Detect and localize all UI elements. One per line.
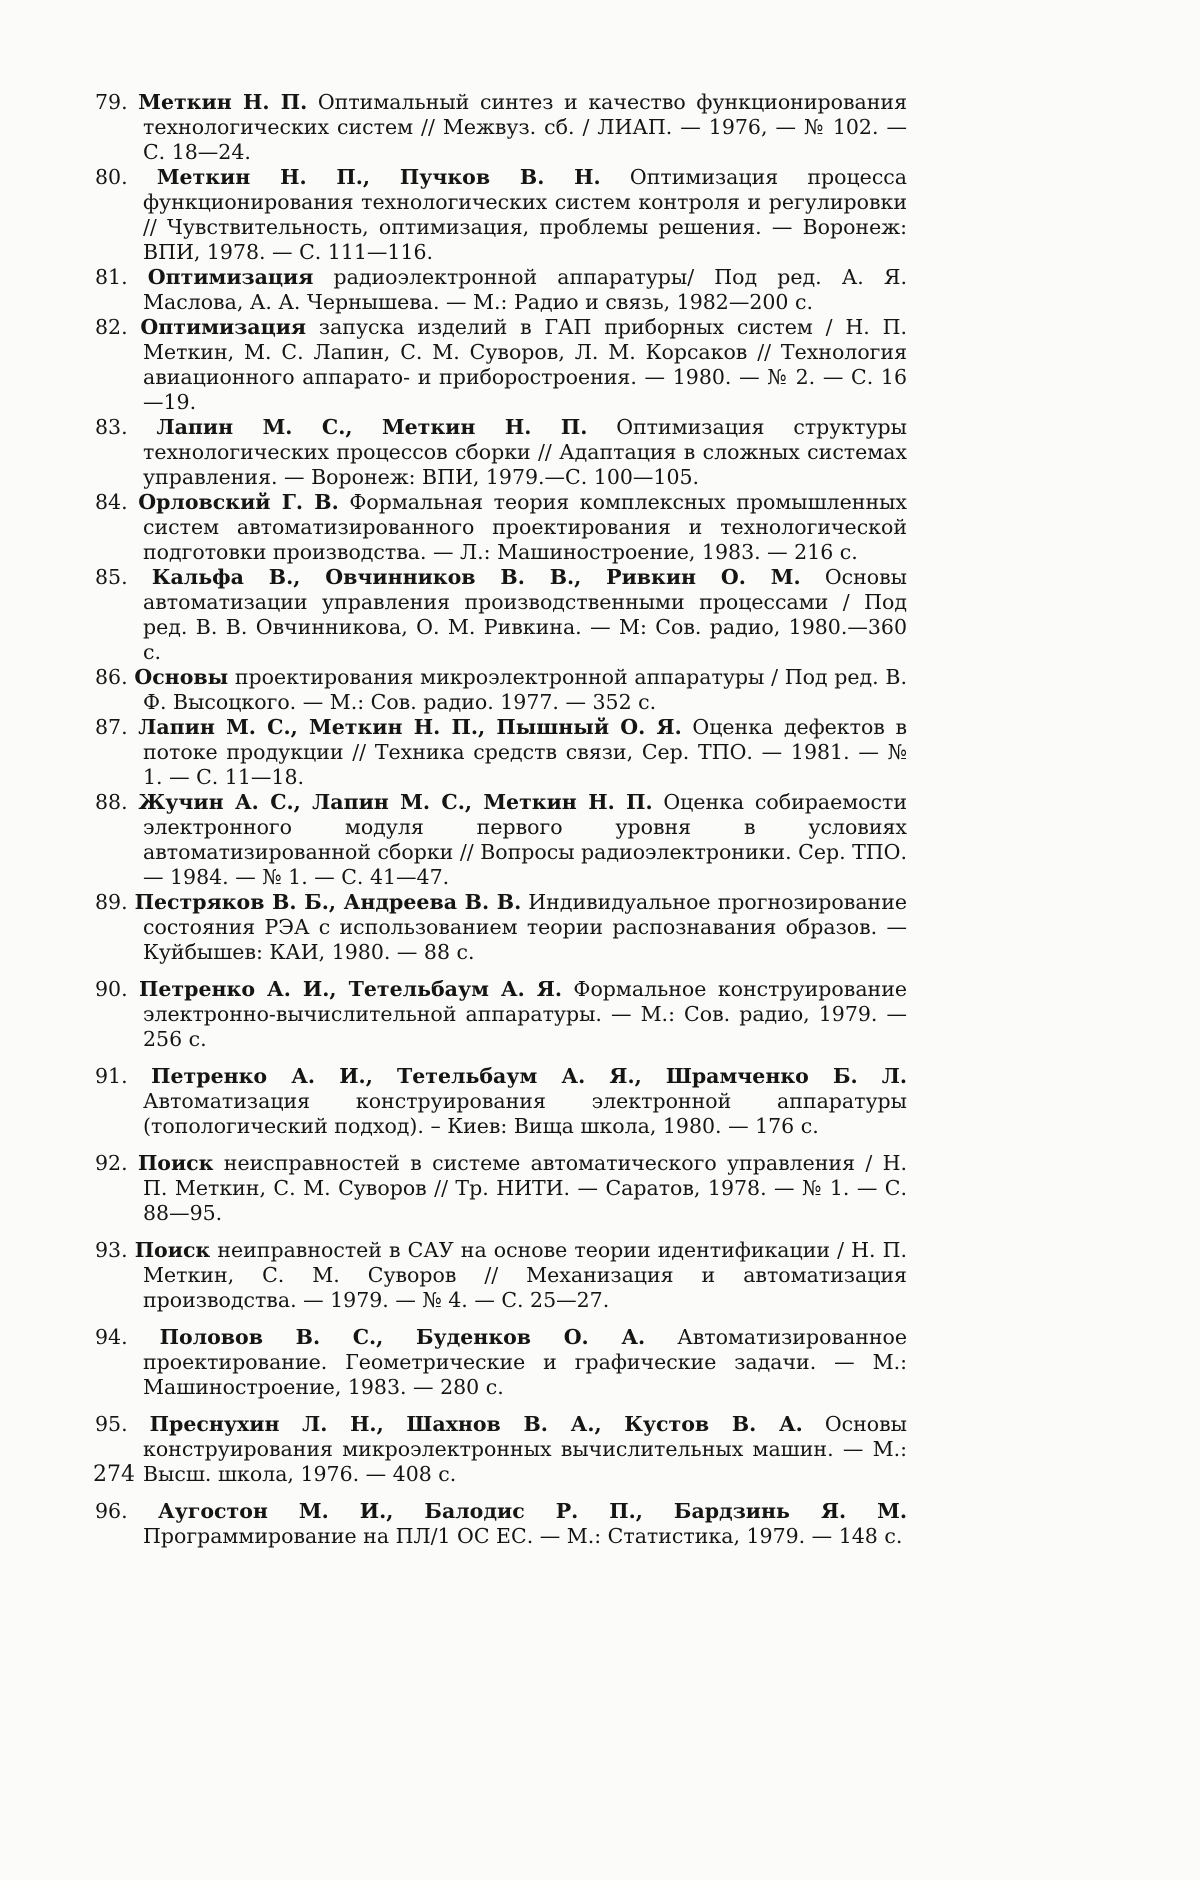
bibliography-page [95, 90, 907, 1549]
reference-authors: Лапин М. С., Меткин Н. П. [156, 415, 588, 439]
reference-entry [95, 1412, 907, 1487]
reference-entry [95, 890, 907, 965]
reference-number: 87. [95, 715, 139, 739]
reference-text: Индивидуальное прогнозирование состояния РЭА с использованием теории распознавания образов. — Куйбышев: КАИ, 1980. — 88 с. [143, 890, 907, 964]
reference-number: 93. [95, 1238, 135, 1262]
reference-text: Оптимизация процесса функционирования технологических систем контроля и регулировки // Чувствительность, оптимизация, проблемы решения. — Воронеж: ВПИ, 1978. — С. 111—116. [143, 165, 907, 264]
reference-text: Формальное конструирование электронно-вычислительной аппаратуры. — М.: Сов. радио, 1979. — 256 с. [143, 977, 907, 1051]
reference-text: неисправностей в системе автоматического управления / Н. П. Меткин, С. М. Суворов // Тр. НИТИ. — Саратов, 1978. — № 1. — С. 88—95. [143, 1151, 907, 1225]
reference-text: Формальная теория комплексных промышленных систем автоматизированного проектирования и технологической подготовки производства. — Л.: Машиностроение, 1983. — 216 с. [143, 490, 907, 564]
reference-title-word: Оптимизация [147, 265, 314, 289]
reference-number: 79. [95, 90, 139, 114]
reference-number: 96. [95, 1499, 158, 1523]
reference-entry [95, 715, 907, 790]
reference-authors: Петренко А. И., Тетельбаум А. Я., Шрамченко Б. Л. [151, 1064, 907, 1088]
reference-text: Оптимизация структуры технологических процессов сборки // Адаптация в сложных системах управления. — Воронеж: ВПИ, 1979.—С. 100—105. [143, 415, 907, 489]
reference-text: Оценка собираемости электронного модуля первого уровня в условиях автоматизированной сборки // Вопросы радиоэлектроники. Сер. ТПО. — 1984. — № 1. — С. 41—47. [143, 790, 907, 889]
reference-entry [95, 665, 907, 715]
reference-entry [95, 90, 907, 165]
reference-authors: Аугостон М. И., Балодис Р. П., Бардзинь Я. М. [158, 1499, 907, 1523]
reference-text: радиоэлектронной аппаратуры/ Под ред. А. Я. Маслова, А. А. Чернышева. — М.: Радио и связь, 1982—200 с. [143, 265, 907, 314]
reference-entry [95, 565, 907, 665]
reference-text: неиправностей в САУ на основе теории идентификации / Н. П. Меткин, С. М. Суворов // Механизация и автоматизация производства. — 1979. — № 4. — С. 25—27. [143, 1238, 908, 1312]
reference-entry [95, 1499, 907, 1549]
reference-number: 84. [95, 490, 139, 514]
reference-authors: Орловский Г. В. [138, 490, 339, 514]
reference-number: 92. [95, 1151, 138, 1175]
reference-authors: Преснухин Л. Н., Шахнов В. А., Кустов В. А. [149, 1412, 803, 1436]
reference-number: 89. [95, 890, 135, 914]
reference-number: 82. [95, 315, 141, 339]
reference-authors: Меткин Н. П., Пучков В. Н. [156, 165, 601, 189]
reference-text: запуска изделий в ГАП приборных систем / Н. П. Меткин, М. С. Лапин, С. М. Суворов, Л. М. Корсаков // Технология авиационного аппарато- и приборостроения. — 1980. — № 2. — С. 16—19. [143, 315, 907, 414]
reference-entry [95, 977, 907, 1052]
reference-entry [95, 265, 907, 315]
reference-authors: Петренко А. И., Тетельбаум А. Я. [139, 977, 563, 1001]
reference-authors: Жучин А. С., Лапин М. С., Меткин Н. П. [138, 790, 653, 814]
reference-text: Программирование на ПЛ/1 ОС ЕС. — М.: Статистика, 1979. — 148 с. [143, 1524, 903, 1548]
reference-title-word: Основы [134, 665, 229, 689]
reference-number: 80. [95, 165, 157, 189]
reference-text: Автоматизация конструирования электронной аппаратуры (топологический подход). – Киев: Вища школа, 1980. — 176 с. [143, 1089, 907, 1138]
reference-number: 86. [95, 665, 135, 689]
reference-number: 95. [95, 1412, 150, 1436]
reference-text: Автоматизированное проектирование. Геометрические и графические задачи. — М.: Машиностроение, 1983. — 280 с. [143, 1325, 907, 1399]
reference-number: 81. [95, 265, 148, 289]
reference-authors: Лапин М. С., Меткин Н. П., Пышный О. Я. [138, 715, 682, 739]
reference-number: 94. [95, 1325, 160, 1349]
reference-entry [95, 315, 907, 415]
reference-text: Оценка дефектов в потоке продукции // Техника средств связи, Сер. ТПО. — 1981. — № 1. — С. 11—18. [143, 715, 907, 789]
reference-entry [95, 790, 907, 890]
reference-number: 85. [95, 565, 152, 589]
reference-authors: Меткин Н. П. [138, 90, 308, 114]
reference-title-word: Оптимизация [140, 315, 307, 339]
reference-entry [95, 1064, 907, 1139]
reference-title-word: Поиск [137, 1151, 214, 1175]
page-number: 274 [93, 1462, 135, 1487]
reference-text: проектирования микроэлектронной аппаратуры / Под ред. В. Ф. Высоцкого. — М.: Сов. радио. 1977. — 352 с. [143, 665, 907, 714]
reference-entry [95, 1325, 907, 1400]
reference-number: 91. [95, 1064, 152, 1088]
reference-entry [95, 1238, 907, 1313]
reference-text: Оптимальный синтез и качество функционирования технологических систем // Межвуз. сб. / ЛИАП. — 1976, — № 102. — С. 18—24. [143, 90, 907, 164]
reference-text: Основы конструирования микроэлектронных вычислительных машин. — М.: Высш. школа, 1976. — 408 с. [143, 1412, 908, 1486]
reference-number: 90. [95, 977, 140, 1001]
reference-text: Основы автоматизации управления производственными процессами / Под ред. В. В. Овчинникова, О. М. Ривкина. — М: Сов. радио, 1980.—360 с. [143, 565, 907, 664]
reference-entry [95, 490, 907, 565]
reference-authors: Половов В. С., Буденков О. А. [159, 1325, 646, 1349]
reference-entry [95, 1151, 907, 1226]
reference-title-word: Поиск [134, 1238, 211, 1262]
reference-entry [95, 165, 907, 265]
reference-number: 88. [95, 790, 139, 814]
reference-number: 83. [95, 415, 157, 439]
reference-entry [95, 415, 907, 490]
reference-authors: Кальфа В., Овчинников В. В., Ривкин О. М. [151, 565, 801, 589]
reference-authors: Пестряков В. Б., Андреева В. В. [134, 890, 522, 914]
